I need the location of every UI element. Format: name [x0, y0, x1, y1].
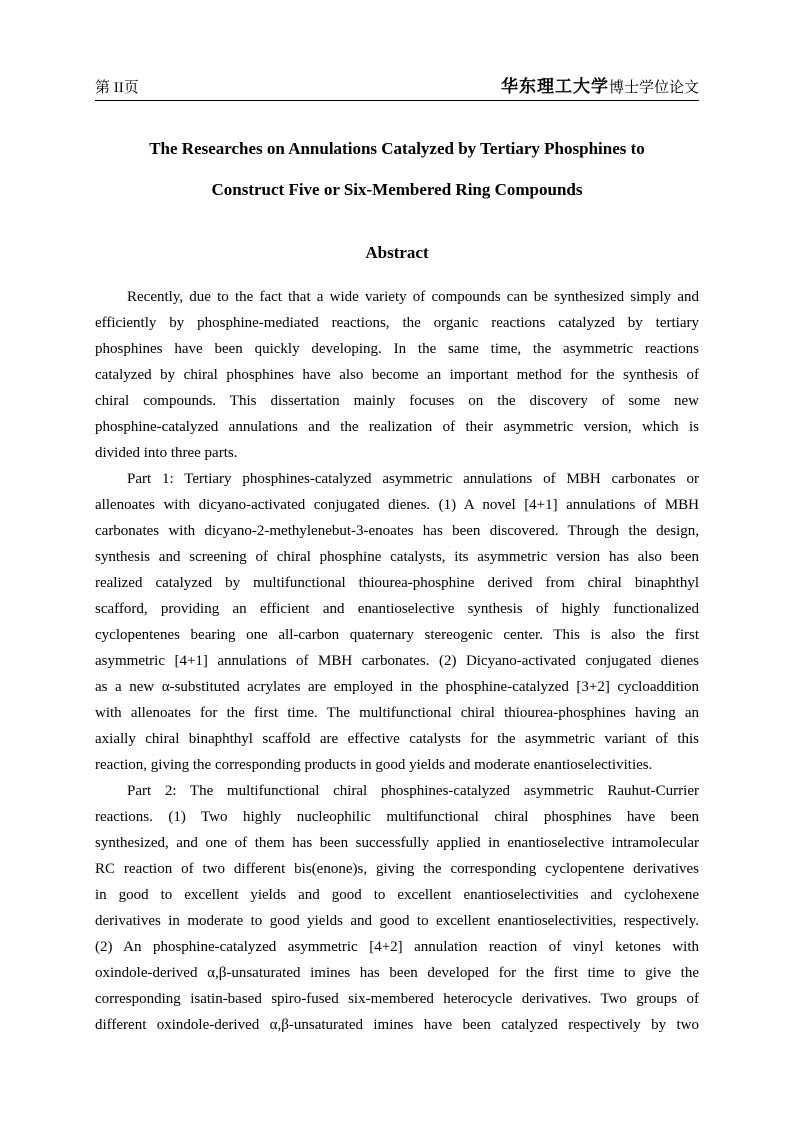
paragraph-line: Part 1: Tertiary phosphines-catalyzed asymmetric annulations of MBH carbonates or — [127, 471, 699, 487]
paragraph-line: in good to excellent yields and good to excellent enantioselectivities and cyclohexene — [95, 887, 699, 903]
paragraph-line: divided into three parts. — [95, 445, 238, 461]
paragraph-line: with allenoates for the first time. The multifunctional chiral thiourea-phosphines having an — [95, 705, 699, 721]
paragraph-line: synthesis and screening of chiral phosphine catalysts, its asymmetric version has also been — [95, 549, 699, 565]
paragraph-line: catalyzed by chiral phosphines have also become an important method for the synthesis of — [95, 367, 699, 383]
university-name: 华东理工大学 — [500, 77, 609, 96]
paragraph-line: derivatives in moderate to good yields and good to excellent enantioselectivities, respectively. — [95, 913, 699, 929]
paragraph-line: different oxindole-derived α,β-unsaturated imines have been catalyzed respectively by two — [95, 1017, 699, 1033]
abstract-heading: Abstract — [365, 243, 429, 262]
running-header — [95, 76, 699, 100]
paragraph-line: phosphine-catalyzed annulations and the realization of their asymmetric version, which is — [95, 419, 699, 435]
thesis-title-line-2: Construct Five or Six-Membered Ring Compounds — [211, 180, 583, 199]
paragraph-line: (2) An phosphine-catalyzed asymmetric [4+2] annulation reaction of vinyl ketones with — [95, 939, 699, 955]
paragraph-line: as a new α-substituted acrylates are employed in the phosphine-catalyzed [3+2] cycloaddition — [95, 679, 699, 695]
paragraph-line: asymmetric [4+1] annulations of MBH carbonates. (2) Dicyano-activated conjugated dienes — [95, 653, 699, 669]
paragraph-line: phosphines have been quickly developing. In the same time, the asymmetric reactions — [95, 341, 699, 357]
abstract-paragraph — [95, 778, 699, 1038]
paragraph-line: carbonates with dicyano-2-methylenebut-3-enoates has been discovered. Through the design, — [95, 523, 699, 539]
thesis-title-line-1: The Researches on Annulations Catalyzed by Tertiary Phosphines to — [149, 139, 645, 158]
paragraph-line: axially chiral binaphthyl scaffold are effective catalysts for the asymmetric variant of this — [95, 731, 699, 747]
paragraph-line: efficiently by phosphine-mediated reactions, the organic reactions catalyzed by tertiary — [95, 315, 699, 331]
paragraph-line: corresponding isatin-based spiro-fused six-membered heterocycle derivatives. Two groups of — [95, 991, 699, 1007]
paragraph-line: Part 2: The multifunctional chiral phosphines-catalyzed asymmetric Rauhut-Currier — [127, 783, 699, 799]
paragraph-line: reaction, giving the corresponding products in good yields and moderate enantioselectivities. — [95, 757, 653, 773]
page-number-label: 第 II页 — [95, 80, 139, 96]
abstract-paragraph — [95, 284, 699, 466]
paragraph-line: chiral compounds. This dissertation mainly focuses on the discovery of some new — [95, 393, 699, 409]
abstract-paragraph — [95, 466, 699, 778]
paragraph-line: oxindole-derived α,β-unsaturated imines has been developed for the first time to give the — [95, 965, 699, 981]
header-rule — [95, 100, 699, 101]
paragraph-line: synthesized, and one of them has been successfully applied in enantioselective intramolecular — [95, 835, 699, 851]
abstract-body — [95, 284, 699, 1038]
paragraph-line: Recently, due to the fact that a wide variety of compounds can be synthesized simply and — [127, 289, 699, 305]
paragraph-line: scafford, providing an efficient and enantioselective synthesis of highly functionalized — [95, 601, 699, 617]
paragraph-line: allenoates with dicyano-activated conjugated dienes. (1) A novel [4+1] annulations of MBH — [95, 497, 699, 513]
paragraph-line: cyclopentenes bearing one all-carbon quaternary stereogenic center. This is also the first — [95, 627, 699, 643]
paragraph-line: reactions. (1) Two highly nucleophilic multifunctional chiral phosphines have been — [95, 809, 699, 825]
thesis-type-label: 博士学位论文 — [608, 80, 699, 96]
paragraph-line: realized catalyzed by multifunctional thiourea-phosphine derived from chiral binaphthyl — [95, 575, 699, 591]
paragraph-line: RC reaction of two different bis(enone)s, giving the corresponding cyclopentene derivatives — [95, 861, 699, 877]
header-university-block — [501, 77, 699, 98]
